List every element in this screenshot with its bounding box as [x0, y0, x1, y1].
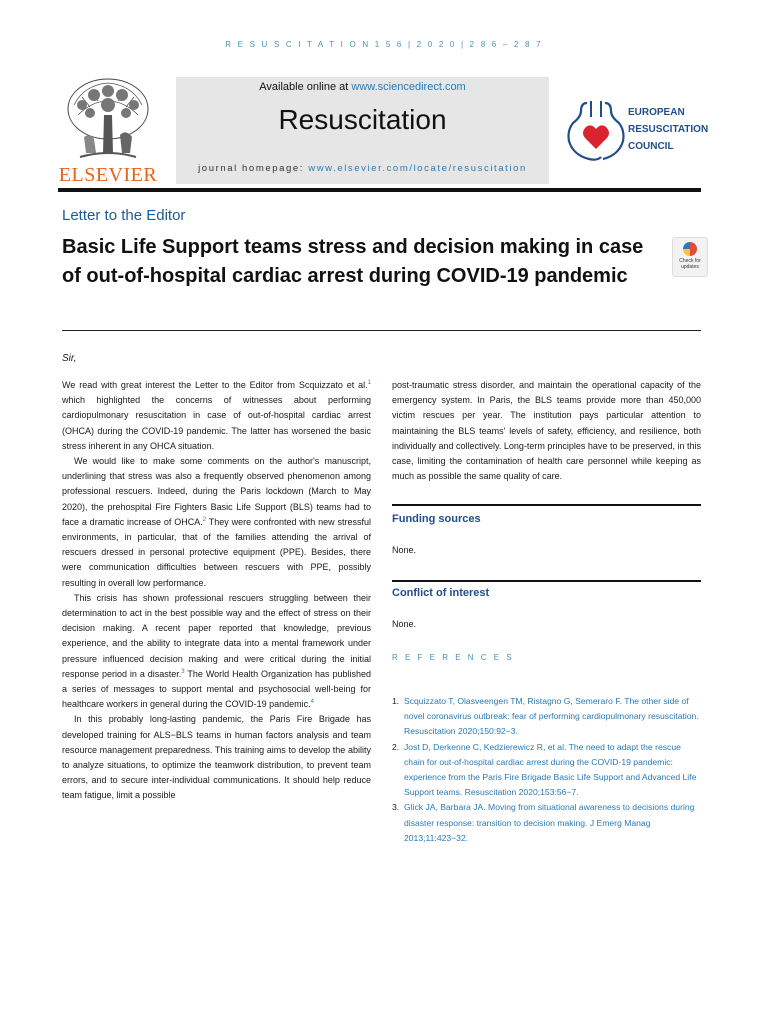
title-rule	[62, 330, 701, 331]
salutation: Sir,	[62, 353, 77, 364]
reference-number: 3.	[392, 802, 400, 813]
reference-number: 1.	[392, 696, 400, 706]
paragraph-1	[62, 378, 371, 454]
check-for-updates-badge[interactable]	[672, 237, 708, 277]
crossmark-icon	[683, 242, 697, 256]
p2-text-a: We would like to make some comments on the author's manuscript, underlining that stress was also a frequently observed phenomenon among professional rescuers. Indeed, during the Paris lockdown (March to May 2020), the prehospital Fire Fighters Basic Life Support (BLS) teams had to face a dramatic increase of OHCA.	[62, 456, 371, 527]
article-section-label: Letter to the Editor	[62, 207, 186, 224]
paragraph-4: In this probably long-lasting pandemic, the Paris Fire Brigade has developed training for ALS−BLS teams in human factors analysis and team resource management preparedness. This training aims to develop the ability to analyze situations, to optimize the teamwork distribution, to prevent team errors, and to secure inter-individual communications. It should help reduce team fatigue, limit a possible	[62, 714, 371, 801]
available-online	[176, 81, 549, 93]
funding-rule	[392, 504, 701, 506]
p1-text-a: We read with great interest the Letter to the Editor from Scquizzato et al.	[62, 380, 368, 390]
citation-4[interactable]: 4	[310, 699, 314, 706]
homepage-prefix: journal homepage:	[198, 163, 309, 174]
crossmark-label: Check for updates	[679, 258, 701, 270]
references-heading: R E F E R E N C E S	[392, 653, 515, 662]
p3-text-a: This crisis has shown professional rescuers struggling between their determination to act in the best possible way and the effect of stress on their decision making. A recent paper reported that knowledge, previous experience, and the ability to integrate data into a mental framework under pressure influenced decision making and were critical during the initial response period in a disaster.	[62, 592, 371, 679]
reference-text[interactable]: Glick JA, Barbara JA. Moving from situational awareness to decisions during disaster response: transition to decision making. J Emerg Manag 2013;11:423−32.	[404, 802, 695, 843]
erc-heart-logo	[565, 99, 627, 163]
citation-1[interactable]: 1	[367, 380, 371, 386]
erc-line-1: EUROPEAN	[628, 107, 685, 118]
conflict-heading: Conflict of interest	[392, 587, 490, 599]
funding-heading: Funding sources	[392, 513, 481, 525]
running-head: R E S U S C I T A T I O N 1 5 6 | 2 0 2 0 | 2 8 6 – 2 8 7	[225, 40, 543, 49]
reference-item[interactable]	[392, 740, 701, 801]
p3-text-b: The World Health Organization has published a series of messages to support mental and psychosocial well-being for healthcare workers in general during the COVID-19 pandemic.	[62, 668, 371, 710]
erc-line-2: RESUSCITATION	[628, 124, 709, 135]
body-column-left	[62, 378, 371, 804]
journal-homepage	[176, 163, 549, 174]
header-rule	[58, 188, 701, 192]
erc-line-3: COUNCIL	[628, 141, 674, 152]
journal-title: Resuscitation	[278, 104, 447, 135]
citation-2[interactable]: 2	[202, 516, 207, 523]
reference-text[interactable]: Scquizzato T, Olasveengen TM, Ristagno G, Semeraro F. The other side of novel coronavirus outbreak: fear of performing cardiopulmonary resuscitation. Resuscitation 2020;150:92−3.	[404, 696, 699, 737]
erc-wordmark	[628, 104, 708, 155]
body-column-right	[392, 378, 701, 484]
reference-item[interactable]	[392, 694, 701, 740]
reference-item[interactable]	[392, 800, 701, 846]
citation-3[interactable]: 3	[181, 668, 185, 675]
conflict-text: None.	[392, 619, 417, 629]
p2-text-b: They were confronted with new stressful environments, in particular, that of the families attending the arrival of rescuers dressed in personal protective equipment (PPE). Besides, there were communication difficulties between rescuers with PPE, possibly resulting in overall low performance.	[62, 516, 371, 588]
conflict-rule	[392, 580, 701, 582]
journal-homepage-link[interactable]: www.elsevier.com/locate/resuscitation	[308, 163, 527, 174]
paragraph-5: post-traumatic stress disorder, and maintain the operational capacity of the emergency system. In Paris, the BLS teams provide more than 450,000 victim rescues per year. The institution pays particular attention to maintaining the BLS teams' levels of safety, efficiency, and resilience, both individually and collectively. Long-term principles have to be preserved, in this case, limiting the contamination of health care personnel while keeping as much as possible the same quality of care.	[392, 380, 701, 482]
paragraph-2	[62, 454, 371, 591]
elsevier-wordmark: ELSEVIER	[58, 164, 158, 186]
reference-list	[392, 694, 701, 846]
sciencedirect-link[interactable]: www.sciencedirect.com	[351, 81, 466, 93]
reference-text[interactable]: Jost D, Derkenne C, Kedzierewicz R, et al. The need to adapt the rescue chain for out-of-hospital cardiac arrest during the COVID-19 pandemic: experience from the Paris Fire Brigade Basic Life Support and Advanced Life Support teams. Resuscitation 2020;153:56−7.	[404, 741, 697, 798]
reference-number: 2.	[392, 741, 400, 752]
paragraph-3	[62, 591, 371, 713]
p1-text-b: which highlighted the concerns of witnesses about performing cardiopulmonary resuscitation in case of out-of-hospital cardiac arrest (OHCA) during the COVID-19 pandemic. The latter has worsened the basic stress inherent in any OHCA situation.	[62, 395, 371, 451]
article-title: Basic Life Support teams stress and decision making in case of out-of-hospital cardiac arrest during COVID-19 pandemic	[62, 236, 644, 287]
available-prefix: Available online at	[259, 81, 352, 93]
funding-text: None.	[392, 545, 417, 555]
elsevier-tree-logo	[60, 75, 156, 165]
